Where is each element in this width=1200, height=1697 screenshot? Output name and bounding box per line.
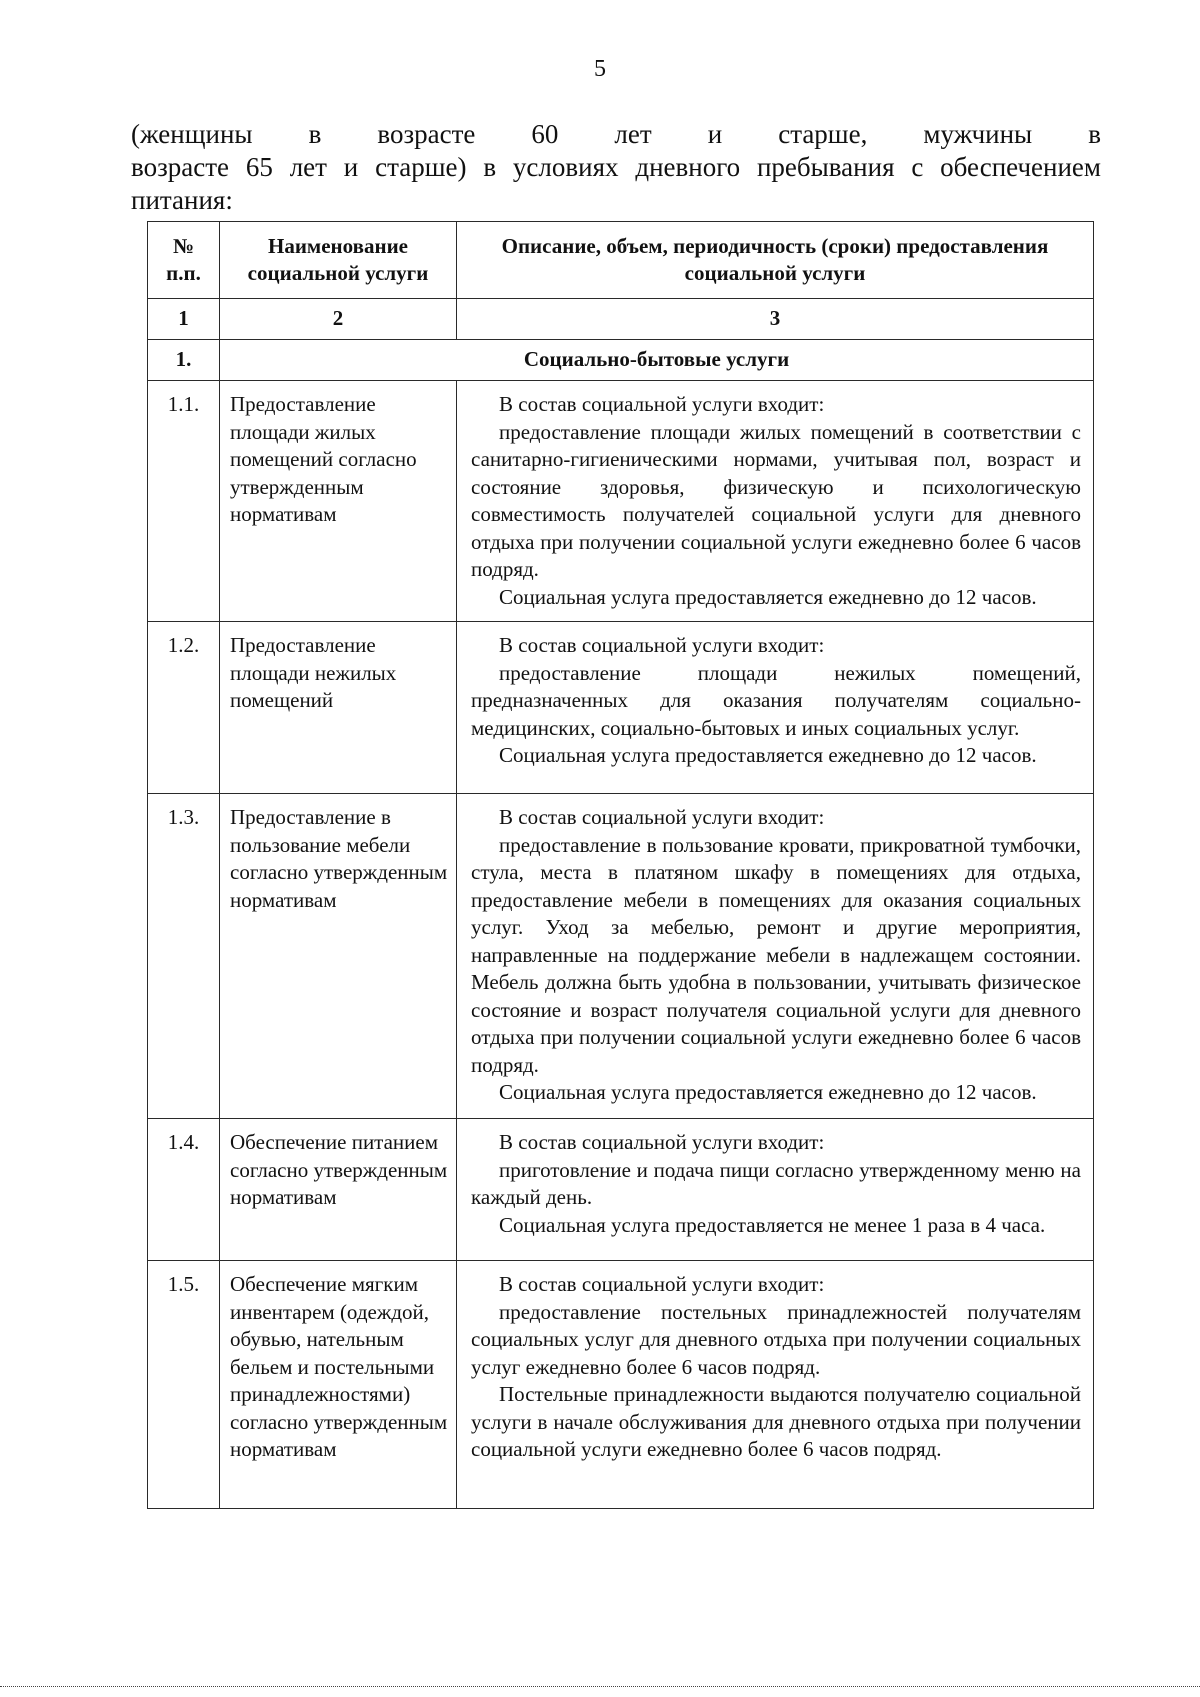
- service-name: Обеспечение питанием согласно утвержденным нормативам: [220, 1119, 457, 1261]
- section-title: Социально-бытовые услуги: [220, 340, 1094, 381]
- intro-paragraph: [131, 118, 1101, 217]
- column-number: 2: [220, 299, 457, 340]
- description-frequency: Социальная услуга предоставляется ежедневно до 12 часов.: [499, 584, 1037, 609]
- description-intro: В состав социальной услуги входит:: [499, 805, 825, 829]
- description-frequency: Социальная услуга предоставляется не менее 1 раза в 4 часа.: [499, 1212, 1046, 1237]
- description-note: Постельные принадлежности выдаются получателю социальной услуги в начале обслуживания для дневного отдыха при получении социальной услуги ежедневно более 6 часов подряд.: [471, 1382, 1081, 1461]
- column-number: 1: [148, 299, 220, 340]
- services-table: [147, 221, 1094, 1509]
- page-number: 5: [594, 56, 606, 82]
- table-row: [148, 1261, 1094, 1509]
- service-name: Обеспечение мягким инвентарем (одеждой, обувью, нательным бельем и постельными принадлежностями) согласно утвержденным нормативам: [220, 1261, 457, 1509]
- row-number: 1.3.: [148, 794, 220, 1119]
- table-row: [148, 794, 1094, 1119]
- intro-line-1: (женщины в возрасте 60 лет и старше, мужчины в: [131, 119, 1101, 149]
- column-number: 3: [457, 299, 1094, 340]
- service-description: [457, 1261, 1094, 1509]
- description-intro: В состав социальной услуги входит:: [499, 392, 825, 416]
- description-body: предоставление площади жилых помещений в соответствии с санитарно-гигиеническими нормами, учитывая пол, возраст и состояние здоровья, физическую и психологическую совместимость получателей социальной услуги для дневного отдыха при получении социальной услуги ежедневно более 6 часов подряд.: [471, 419, 1081, 581]
- service-description: [457, 622, 1094, 794]
- description-intro: В состав социальной услуги входит:: [499, 633, 825, 657]
- description-intro: В состав социальной услуги входит:: [499, 1130, 825, 1154]
- description-body: приготовление и подача пищи согласно утвержденному меню на каждый день.: [471, 1157, 1081, 1209]
- table-header-row: [148, 222, 1094, 299]
- description-frequency: Социальная услуга предоставляется ежедневно до 12 часов.: [499, 743, 1037, 767]
- header-num: № п.п.: [148, 222, 220, 299]
- description-frequency: Социальная услуга предоставляется ежедневно до 12 часов.: [499, 1080, 1037, 1104]
- header-name: Наименование социальной услуги: [220, 222, 457, 299]
- row-number: 1.2.: [148, 622, 220, 794]
- table-row: [148, 622, 1094, 794]
- description-body: предоставление в пользование кровати, прикроватной тумбочки, стула, места в платяном шкафу в помещениях для отдыха, предоставление мебели в помещениях для оказания социальных услуг. Уход за мебелью, ремонт и другие мероприятия, направленные на поддержание мебели в надлежащем состоянии. Мебель должна быть удобна в пользовании, учитывать физическое состояние и возраст получателя социальной услуги для дневного отдыха при получении социальной услуги ежедневно более 6 часов подряд.: [471, 832, 1081, 1077]
- service-description: [457, 794, 1094, 1119]
- table-row: [148, 381, 1094, 622]
- service-name: Предоставление площади нежилых помещений: [220, 622, 457, 794]
- description-intro: В состав социальной услуги входит:: [499, 1272, 825, 1296]
- service-name: Предоставление площади жилых помещений согласно утвержденным нормативам: [220, 381, 457, 622]
- table-row: [148, 1119, 1094, 1261]
- service-description: [457, 381, 1094, 622]
- service-description: [457, 1119, 1094, 1261]
- column-numbers-row: [148, 299, 1094, 340]
- row-number: 1.1.: [148, 381, 220, 622]
- section-number: 1.: [148, 340, 220, 381]
- service-name: Предоставление в пользование мебели согласно утвержденным нормативам: [220, 794, 457, 1119]
- header-desc: Описание, объем, периодичность (сроки) предоставления социальной услуги: [457, 222, 1094, 299]
- intro-line-2: возрасте 65 лет и старше) в условиях дневного пребывания с обеспечением питания:: [131, 152, 1101, 215]
- page-bottom-rule: [0, 1686, 1200, 1687]
- description-body: предоставление площади нежилых помещений, предназначенных для оказания получателям социально-медицинских, социально-бытовых и иных социальных услуг.: [471, 660, 1081, 740]
- row-number: 1.4.: [148, 1119, 220, 1261]
- row-number: 1.5.: [148, 1261, 220, 1509]
- section-row: [148, 340, 1094, 381]
- description-body: предоставление постельных принадлежностей получателям социальных услуг для дневного отдыха при получении социальных услуг ежедневно более 6 часов подряд.: [471, 1299, 1081, 1379]
